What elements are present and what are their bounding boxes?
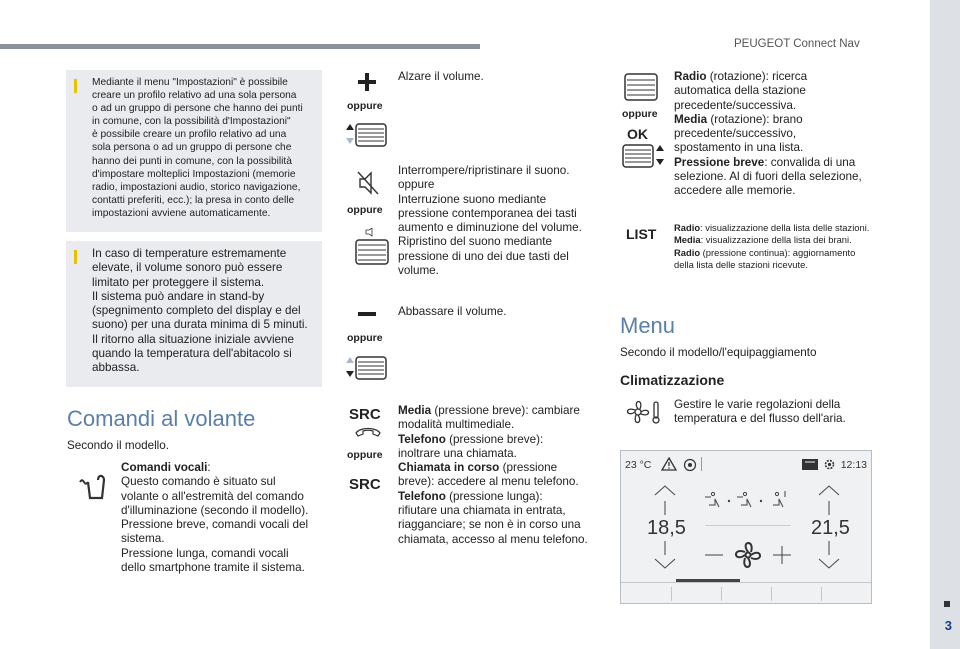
wheel-ok-icon xyxy=(622,143,666,169)
src-text: Media (pressione breve): cambiare modalità multimediale. Telefono (pressione breve): inoltrare una chiamata. Chiamata in corso (pressione breve): accedere al menu telefono. Telefono (pressione lunga): rifiutare una chiamata in entrata, riagganciare; se non è in corso una chiamata, accesso al menu telefono. xyxy=(398,404,588,546)
left-temperature: 18,5 xyxy=(647,517,686,539)
location-icon xyxy=(683,458,697,472)
volume-down-text: Abbassare il volume. xyxy=(398,305,507,318)
tab-separator xyxy=(821,587,822,601)
settings-gear-icon xyxy=(823,458,836,471)
phone-icon xyxy=(354,425,382,439)
note-text: Mediante il menu "Impostazioni" è possibile creare un profilo relativo ad una sola persona o ad un gruppo di persone che hanno dei punti in comune, con la possibilità d'Impostazioni" è possibile creare un profilo relativo ad una sola persona o ad un gruppo di persone che hanno dei punti in comune, con la possibilità d'impostare molteplici Impostazioni (memorie radio, impostazioni audio, storico navigazione, contatti preferiti, ecc.); la presa in conto delle impostazioni avviene automaticamente. xyxy=(92,77,303,219)
src-label-2: SRC xyxy=(349,476,381,493)
panel-bottom-line xyxy=(621,582,871,583)
oppure-label: oppure xyxy=(347,204,383,216)
tab-separator xyxy=(671,587,672,601)
tab-separator xyxy=(721,587,722,601)
ok-text: Radio (rotazione): ricerca automatica della stazione precedente/successiva. Media (rotazione): brano precedente/successivo, spostamento in una lista. Pressione breve: convalida di una selezione. Al di fuori della selezione, accedere alle memorie. xyxy=(674,70,862,198)
mute-text: Interrompere/ripristinare il suono. oppure Interruzione suono mediante pressione contemporanea dei tasti aumento e diminuzione del volume. Ripristino del suono mediante pressione di uno dei due tasti del volume. xyxy=(398,164,582,278)
note-bar xyxy=(74,250,77,264)
section-heading-menu: Menu xyxy=(620,313,676,338)
end-mark xyxy=(944,601,950,607)
right-temperature: 21,5 xyxy=(811,517,850,539)
oppure-label: oppure xyxy=(622,108,658,120)
wheel-volume-up-icon xyxy=(346,122,390,148)
note-text: In caso di temperature estremamente elevate, il volume sonoro può essere limitato per proteggere il sistema. Il sistema può andare in stand-by (spegnimento completo del display e del suono) per una durata minima di 5 minuti. Il ritorno alla situazione iniziale avviene quando la temperatura dell'abitacolo si abbassa. xyxy=(92,247,308,375)
voice-command-text: Comandi vocali: Questo comando è situato sul volante o all'estremità del comando d'illuminazione (secondo il modello). Pressione breve, comandi vocali del sistema. Pressione lunga, comandi vocali dello smartphone tramite il sistema. xyxy=(121,461,309,575)
section-heading-steering: Comandi al volante xyxy=(67,406,256,431)
note-box-temperature xyxy=(66,241,322,387)
mute-icon xyxy=(356,170,380,196)
oppure-label: oppure xyxy=(347,332,383,344)
side-strip xyxy=(930,0,960,649)
section-subtitle: Secondo il modello. xyxy=(67,439,170,452)
plus-icon xyxy=(357,72,377,92)
wheel-scroll-icon xyxy=(624,72,658,104)
header-title: PEUGEOT Connect Nav xyxy=(734,38,860,50)
menu-subtitle: Secondo il modello/l'equipaggiamento xyxy=(620,346,817,359)
note-bar xyxy=(74,79,77,93)
climate-text: Gestire le varie regolazioni della temperatura e del flusso dell'aria. xyxy=(674,398,846,426)
oppure-label: oppure xyxy=(347,449,383,461)
status-divider xyxy=(701,457,702,471)
voice-command-icon xyxy=(76,470,110,502)
warning-icon xyxy=(661,457,677,471)
clock: 12:13 xyxy=(840,459,867,471)
volume-up-text: Alzare il volume. xyxy=(398,70,484,83)
wheel-mute-icon xyxy=(352,228,392,268)
note-box-profiles xyxy=(66,70,322,232)
climate-fan-icon xyxy=(624,398,664,426)
oppure-label: oppure xyxy=(347,100,383,112)
airflow-mode-icons[interactable] xyxy=(703,489,793,511)
page-number: 3 xyxy=(944,618,952,633)
src-label: SRC xyxy=(349,406,381,423)
panel-divider xyxy=(705,525,791,526)
list-text: Radio: visualizzazione della lista delle stazioni. Media: visualizzazione della lista dei brani. Radio (pressione continua): aggiornamento della lista delle stazioni ricevute. xyxy=(674,222,870,270)
list-label: LIST xyxy=(626,226,657,242)
section-heading-climate: Climatizzazione xyxy=(620,372,725,388)
minus-icon xyxy=(357,310,377,318)
outside-temperature: 23 °C xyxy=(625,459,652,471)
ok-label: OK xyxy=(627,126,648,142)
header-rule xyxy=(0,44,480,49)
fan-speed-control-icon[interactable] xyxy=(703,535,793,575)
wheel-volume-down-icon xyxy=(346,355,390,381)
tab-separator xyxy=(771,587,772,601)
climate-screen-panel xyxy=(620,450,872,604)
media-icon xyxy=(801,458,819,471)
